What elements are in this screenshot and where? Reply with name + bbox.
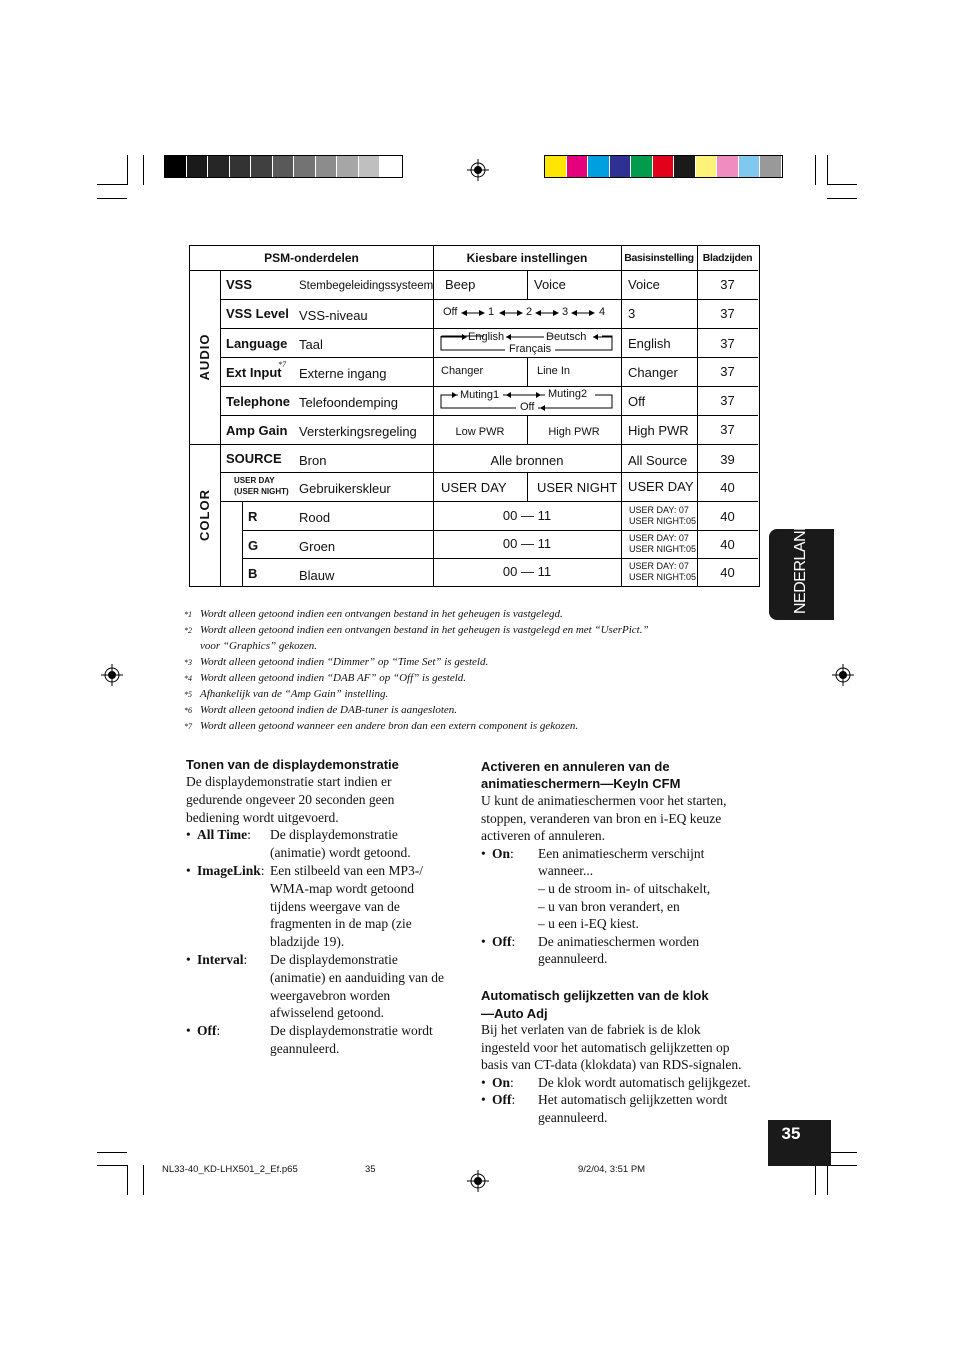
footnote-mark: *7 [184,722,192,731]
row-b-desc: Blauw [299,568,335,583]
row-r-def1: USER DAY: 07 [629,505,689,515]
row-language-page: 37 [720,336,735,351]
row-source-default: All Source [628,453,688,468]
footer-date: 9/2/04, 3:51 PM [578,1164,646,1175]
row-telephone-default: Off [628,394,646,409]
item-term-sep: : [247,827,251,843]
footnote-mark: *1 [184,610,192,619]
right2-heading-2: —Auto Adj [481,1006,548,1021]
bullet-icon: • [481,933,486,949]
right1-heading-2: animatieschermern—KeyIn CFM [481,776,681,791]
bullet-icon: • [186,1023,191,1039]
right2-item-line: De klok wordt automatisch gelijkgezet. [538,1074,751,1090]
row-g-def2: USER NIGHT:05 [629,544,697,554]
right1-item-line: wanneer... [538,863,594,879]
left-intro-line: gedurende ongeveer 20 seconden geen [186,791,395,807]
left-item-line: afwisselend getoond. [270,1005,384,1021]
footnote-mark: *3 [184,658,192,667]
row-telephone-opt1: Muting1 [460,389,500,401]
row-b-def1: USER DAY: 07 [629,561,689,571]
row-g-page: 40 [720,537,735,552]
row-extinput-opt2: Line In [537,365,571,377]
header-settings: Kiesbare instellingen [466,251,588,265]
registration-mark-icon [467,159,489,181]
row-user-opt1: USER DAY [441,480,507,495]
color-swatch [273,156,295,177]
header-pages: Bladzijden [702,252,753,264]
row-extinput-page: 37 [720,364,735,379]
right2-item-line: geannuleerd. [538,1110,608,1125]
footnote [184,688,388,700]
registration-mark-icon [101,664,123,686]
row-user-name1: USER DAY [234,476,275,485]
group-audio: AUDIO [197,333,212,381]
color-swatch [760,156,782,177]
header-items: PSM-onderdelen [264,251,359,265]
item-term-label: On [492,845,511,861]
color-swatch [359,156,381,177]
right1-item-line: Een animatiescherm verschijnt [538,845,705,861]
item-term-label: On [492,1074,511,1090]
row-vsslevel-opt-3: 3 [562,306,569,318]
color-swatch [165,156,187,177]
left-item-term [197,951,247,969]
registration-mark-icon [467,1170,489,1192]
footnote [184,704,457,716]
row-telephone-desc: Telefoondemping [299,395,399,410]
footnote [184,608,563,620]
footnote-text: Wordt alleen getoond indien “DAB AF” op “Off” is gesteld. [200,672,467,684]
row-b-name: B [248,566,258,581]
right1-item-line: – u een i-EQ kiest. [538,916,639,932]
row-vsslevel-page: 37 [720,306,735,321]
row-b-range: 00 — 11 [502,564,552,579]
sequence-arrows-icon [460,307,600,319]
item-term-label: All Time [197,827,248,843]
row-r-name: R [248,509,258,524]
row-vss-name: VSS [226,277,253,292]
row-user-opt2: USER NIGHT [537,480,618,495]
item-term-sep: : [510,845,514,861]
row-vsslevel-opt-1: 1 [488,306,495,318]
header-default: Basisinstelling [624,252,694,264]
row-source-page: 39 [720,452,735,467]
footnote-mark: *2 [184,626,192,635]
footnote-text: Wordt alleen getoond indien “Dimmer” op “Time Set” is gesteld. [200,656,489,668]
row-r-def2: USER NIGHT:05 [629,516,697,526]
side-tab [769,509,834,620]
row-telephone-opt3: Off [520,401,535,413]
row-extinput-opt1: Changer [441,365,484,377]
item-term-sep: : [260,863,265,878]
footnote [184,640,317,652]
footnote-mark: *5 [184,690,192,699]
right1-item-line: – u de stroom in- of uitschakelt, [538,881,711,896]
row-language-desc: Taal [299,337,323,352]
row-g-def1: USER DAY: 07 [629,533,689,543]
left-item-term [197,826,251,844]
row-extinput-mark: *7 [278,360,286,369]
row-r-desc: Rood [299,510,331,525]
left-item-line: tijdens weergave van de [270,898,400,914]
row-source-desc: Bron [299,453,327,468]
row-telephone-page: 37 [720,393,735,408]
color-swatch [208,156,230,177]
footnote [184,656,488,668]
color-swatch [653,156,675,177]
right2-item-term [492,1074,514,1092]
row-vss-opt1: Beep [445,277,476,292]
right2-item-line: Het automatisch gelijkzetten wordt [538,1092,728,1108]
item-term-label: ImageLink [197,863,261,878]
left-item-line: De displaydemonstratie [270,827,398,843]
right1-item-line: De animatieschermen worden [538,933,700,949]
color-swatch [316,156,338,177]
right2-intro-line: basis van CT-data (klokdata) van RDS-signalen. [481,1057,742,1073]
color-swatch [294,156,316,177]
left-item-line: De displaydemonstratie [270,952,398,967]
item-term-label: Off [492,1092,512,1108]
row-g-desc: Groen [299,539,336,554]
row-ampgain-default: High PWR [628,423,689,438]
left-item-term [197,1022,220,1040]
right1-intro-line: activeren of annuleren. [481,828,606,844]
left-item-line: (animatie) en aanduiding van de [270,969,444,985]
right2-item-term [492,1091,515,1109]
row-ampgain-opt2: High PWR [548,426,600,438]
row-vss-page: 37 [720,277,735,292]
color-swatch [588,156,610,177]
color-swatch [230,156,252,177]
left-item-line: geannuleerd. [270,1041,340,1056]
row-b-page: 40 [720,565,735,580]
footnote-text: Wordt alleen getoond indien een ontvangen bestand in het geheugen is vastgelegd. [200,608,563,620]
row-extinput-desc: Externe ingang [299,366,387,381]
gray-scale-bar [164,155,403,178]
row-telephone-name: Telephone [226,394,291,409]
footer-file: NL33-40_KD-LHX501_2_Ef.p65 [162,1164,298,1175]
row-r-page: 40 [720,509,735,524]
row-g-name: G [248,538,259,553]
row-user-desc: Gebruikerskleur [299,481,391,496]
left-item-line: fragmenten in de map (zie [270,916,412,932]
row-vsslevel-desc: VSS-niveau [299,308,368,323]
row-vsslevel-opt-off: Off [443,306,458,318]
row-user-page: 40 [720,480,735,495]
right2-intro-line: Bij het verlaten van de fabriek is de klok [481,1022,701,1037]
row-extinput-default: Changer [628,365,678,380]
row-language-name: Language [226,336,288,351]
item-term-label: Interval [197,952,244,967]
left-item-term [197,862,265,880]
footnote [184,672,466,684]
color-swatch [187,156,209,177]
row-source-name: SOURCE [226,451,282,466]
group-color: COLOR [197,489,212,541]
right1-heading-1: Activeren en annuleren van de [481,759,670,774]
row-language-opt3: Français [509,343,552,355]
color-swatch [337,156,359,177]
row-g-range: 00 — 11 [502,536,552,551]
footnote-text: Afhankelijk van de “Amp Gain” instelling. [200,688,389,700]
row-vsslevel-default: 3 [628,306,636,321]
color-swatch [631,156,653,177]
footnote [184,720,578,732]
color-swatch [717,156,739,177]
row-vss-desc: Stembegeleidingssysteem [299,280,434,292]
color-swatch [674,156,696,177]
right1-item-term [492,845,514,863]
color-swatch [610,156,632,177]
footnote-text: Wordt alleen getoond wanneer een andere bron dan een extern component is gekozen. [200,720,579,732]
row-b-def2: USER NIGHT:05 [629,572,697,582]
row-r-range: 00 — 11 [502,508,552,523]
bullet-icon: • [481,1092,486,1108]
row-language-opt1: English [468,331,505,343]
footer-page: 35 [365,1164,376,1175]
footnote-text: Wordt alleen getoond indien een ontvangen bestand in het geheugen is vastgelegd en met “UserPict.” [200,624,649,636]
row-ampgain-desc: Versterkingsregeling [299,424,417,439]
row-language-opt2: Deutsch [546,331,587,343]
right1-item-term [492,933,515,951]
item-term-label: Off [197,1023,217,1039]
footnote-mark: *6 [184,706,192,715]
left-item-line: bladzijde 19). [270,934,345,950]
row-ampgain-page: 37 [720,422,735,437]
left-intro-line: De displaydemonstratie start indien er [186,774,392,789]
left-item-line: WMA-map wordt getoond [270,880,414,896]
item-term-label: Off [492,933,512,949]
right1-intro-line: U kunt de animatieschermen voor het starten, [481,793,727,808]
left-intro-line: bediening wordt uitgevoerd. [186,809,339,825]
registration-mark-icon [832,664,854,686]
row-vss-default: Voice [628,277,660,292]
color-bar [544,155,783,178]
row-language-default: English [628,336,671,351]
bullet-icon: • [481,845,486,861]
item-term-sep: : [510,1074,514,1090]
right2-intro-line: ingesteld voor het automatisch gelijkzetten op [481,1039,730,1055]
right1-item-line: – u van bron verandert, en [538,898,680,914]
footnote-text: voor “Graphics” gekozen. [200,640,318,652]
right1-intro-line: stoppen, veranderen van bron en i-EQ keuze [481,810,722,826]
arrow-lines-icon [440,331,614,355]
color-swatch [380,156,402,177]
left-item-line: De displaydemonstratie wordt [270,1023,433,1039]
psm-table [189,245,760,587]
right1-item-line: geannuleerd. [538,951,608,967]
row-extinput-name: Ext Input [226,365,282,380]
left-item-line: weergavebron worden [270,987,391,1003]
color-swatch [545,156,567,177]
footnote [184,624,649,636]
footnote-text: Wordt alleen getoond indien de DAB-tuner is aangesloten. [200,704,458,716]
row-source-opt: Alle bronnen [490,453,564,468]
page-number: 35 [781,1124,801,1143]
item-term-sep: : [511,1092,516,1108]
item-term-sep: : [216,1023,221,1039]
left-heading: Tonen van de displaydemonstratie [186,757,399,772]
color-swatch [251,156,273,177]
bullet-icon: • [186,952,191,967]
right2-heading-1: Automatisch gelijkzetten van de klok [481,988,709,1003]
item-term-sep: : [243,952,248,967]
item-term-sep: : [511,933,516,949]
bullet-icon: • [186,827,191,843]
color-swatch [567,156,589,177]
row-vsslevel-opt-2: 2 [526,306,533,318]
row-vss-opt2: Voice [534,277,566,292]
row-vsslevel-name: VSS Level [226,306,289,321]
row-ampgain-name: Amp Gain [226,423,288,438]
bullet-icon: • [481,1074,486,1090]
footnote-mark: *4 [184,674,192,683]
page-number-box [768,1120,831,1166]
side-tab-label: NEDERLANDS [792,509,809,614]
left-item-line: (animatie) wordt getoond. [270,845,411,861]
row-user-name2: (USER NIGHT) [234,487,289,496]
row-user-default: USER DAY [628,479,694,494]
color-swatch [696,156,718,177]
row-vsslevel-opt-4: 4 [599,306,606,318]
bullet-icon: • [186,863,191,878]
left-item-line: Een stilbeeld van een MP3-/ [270,863,423,878]
color-swatch [739,156,761,177]
row-telephone-opt2: Muting2 [548,388,588,400]
row-ampgain-opt1: Low PWR [455,426,505,438]
